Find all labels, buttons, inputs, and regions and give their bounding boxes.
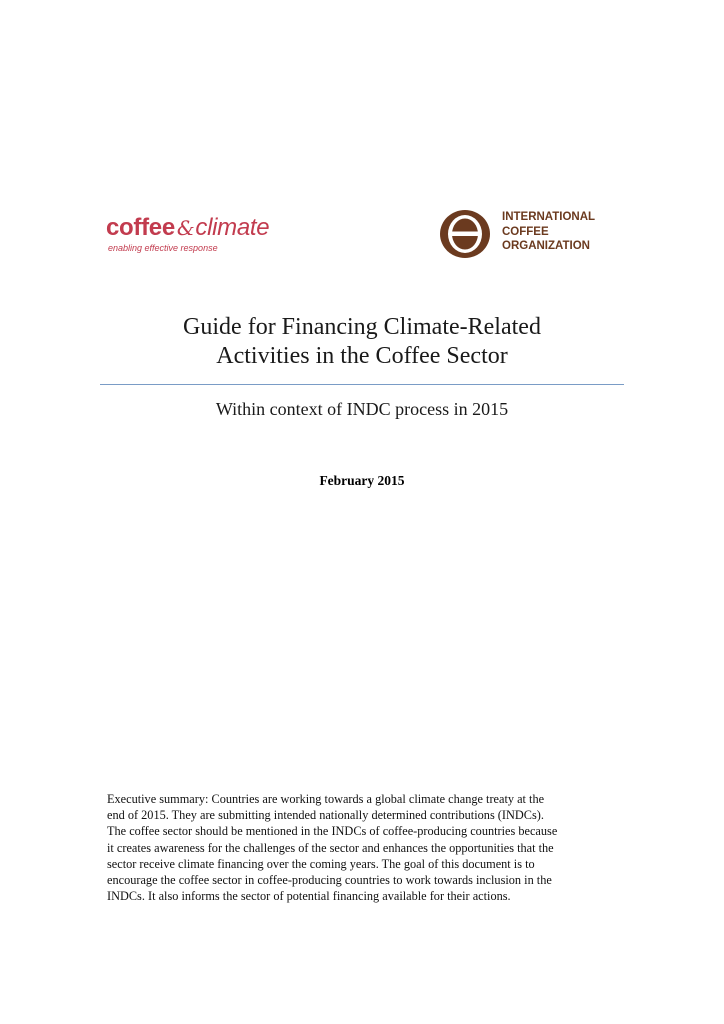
ico-line-organization: ORGANIZATION [502,240,590,252]
ico-line-coffee: COFFEE [502,225,549,238]
coffee-climate-logo [106,214,306,258]
summary-line: it creates awareness for the challenges of the sector and enhances the opportunities that the [107,840,554,855]
ico-emblem-icon [439,209,491,259]
summary-line: end of 2015. They are submitting intended nationally determined contributions (INDCs). [107,808,544,823]
document-date: February 2015 [319,473,405,488]
executive-summary [107,791,627,904]
title-line-1: Guide for Financing Climate-Related [183,314,541,340]
document-title [100,313,624,371]
summary-line: The coffee sector should be mentioned in the INDCs of coffee-producing countries because [107,824,558,839]
ico-line-international: INTERNATIONAL [502,211,596,223]
ico-logo [439,209,619,259]
summary-line: sector receive climate financing over the coming years. The goal of this document is to [107,856,535,871]
title-line-2: Activities in the Coffee Sector [216,343,508,369]
coffee-climate-wordmark [106,214,269,242]
summary-line: Executive summary: Countries are working towards a global climate change treaty at the [107,792,545,806]
coffee-climate-tagline: enabling effective response [108,243,218,253]
summary-line: encourage the coffee sector in coffee-producing countries to work towards inclusion in the [107,873,552,888]
logo-word-coffee: coffee [106,214,175,241]
logo-word-climate: climate [195,214,270,241]
title-divider [100,384,624,385]
summary-line: INDCs. It also informs the sector of potential financing available for their actions. [107,889,511,904]
logo-ampersand: & [176,216,195,240]
document-subtitle: Within context of INDC process in 2015 [215,399,509,419]
ico-wordmark [502,210,595,254]
